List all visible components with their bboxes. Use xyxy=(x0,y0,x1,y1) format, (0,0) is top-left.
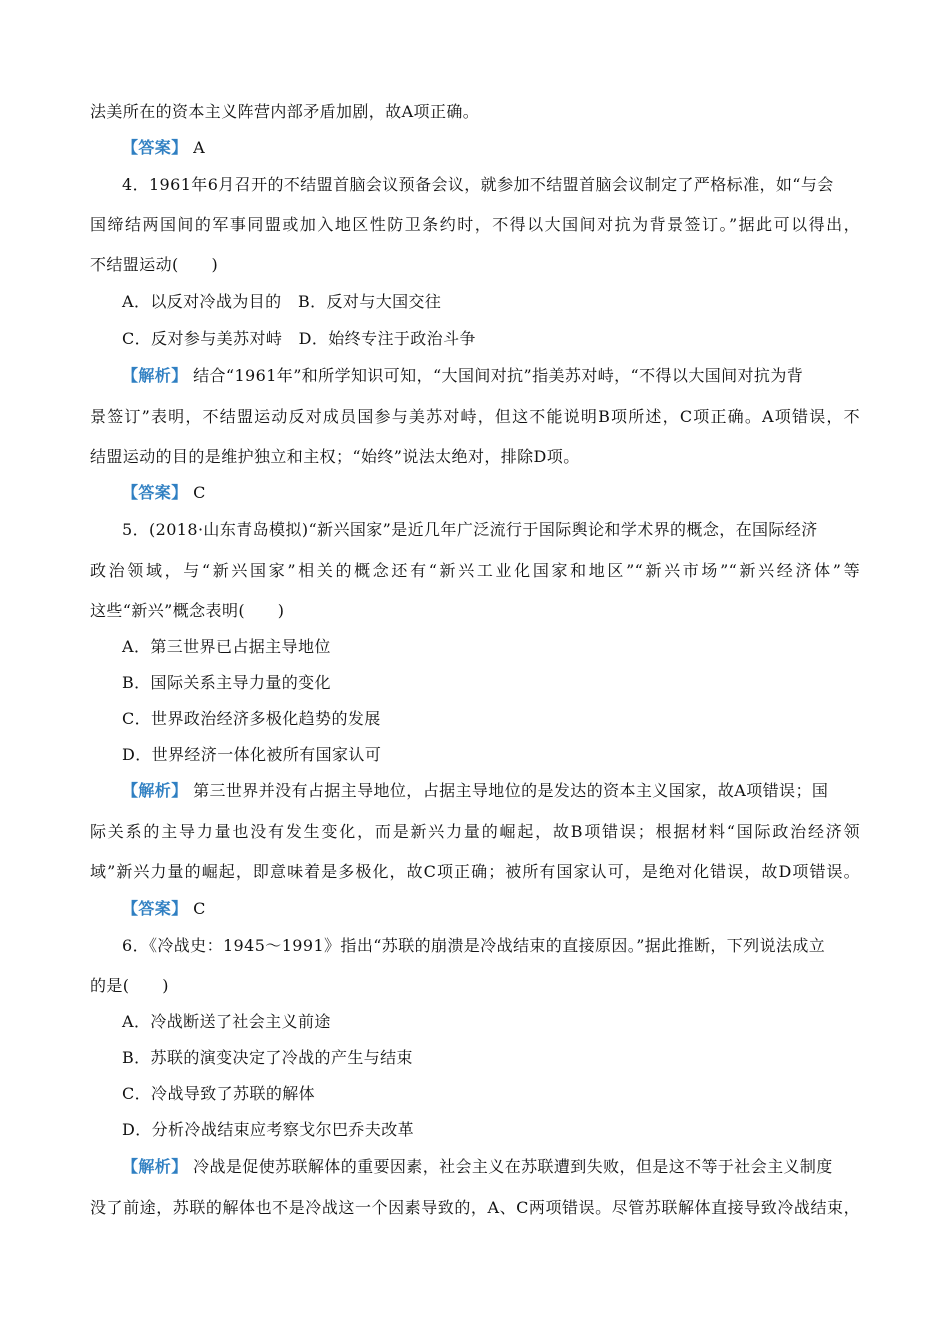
analysis-line xyxy=(122,1156,860,1178)
answer-tag: 【答案】 xyxy=(122,138,188,157)
answer-tag: 【答案】 xyxy=(122,483,188,502)
answer-value: C xyxy=(187,899,206,918)
question-4-options: A．以反对冷战为目的 B．反对与大国交往 xyxy=(122,292,442,311)
answer-line xyxy=(122,137,860,159)
question-5-stem: 5．(2018·山东青岛模拟)“新兴国家”是近几年广泛流行于国际舆论和学术界的概念，在国际经济 xyxy=(122,520,818,539)
question-4-stem: 不结盟运动( ) xyxy=(90,255,219,274)
answer-line xyxy=(122,482,860,504)
analysis-tag: 【解析】 xyxy=(122,1157,188,1176)
question-6-option: A．冷战断送了社会主义前途 xyxy=(122,1012,331,1031)
analysis-tag: 【解析】 xyxy=(122,366,188,385)
analysis-text: 冷战是促使苏联解体的重要因素，社会主义在苏联遭到失败，但是这不等于社会主义制度 xyxy=(187,1157,833,1176)
question-5-option: C．世界政治经济多极化趋势的发展 xyxy=(122,709,381,728)
analysis-text: 结合“1961年”和所学知识可知，“大国间对抗”指美苏对峙，“不得以大国间对抗为背 xyxy=(187,366,804,385)
question-5-stem: 这些“新兴”概念表明( ) xyxy=(90,601,285,620)
question-6-stem: 的是( ) xyxy=(90,976,169,995)
question-6-option: D．分析冷战结束应考察戈尔巴乔夫改革 xyxy=(122,1120,415,1139)
answer-value: C xyxy=(187,483,206,502)
question-4-options: C．反对参与美苏对峙 D．始终专注于政治斗争 xyxy=(122,329,476,348)
analysis-line: 结盟运动的目的是维护独立和主权；“始终”说法太绝对，排除D项。 xyxy=(90,447,580,466)
analysis-line: 没了前途，苏联的解体也不是冷战这一个因素导致的，A、C两项错误。尽管苏联解体直接导致冷战结束， xyxy=(90,1198,860,1217)
analysis-line: 际关系的主导力量也没有发生变化，而是新兴力量的崛起，故B项错误；根据材料“国际政治经济领 xyxy=(90,822,860,841)
question-6-option: B．苏联的演变决定了冷战的产生与结束 xyxy=(122,1048,413,1067)
question-5-option: D．世界经济一体化被所有国家认可 xyxy=(122,745,382,764)
analysis-line: 景签订”表明，不结盟运动反对成员国参与美苏对峙，但这不能说明B项所述，C项正确。A项错误，不 xyxy=(90,407,860,426)
answer-value: A xyxy=(187,138,206,157)
analysis-tag: 【解析】 xyxy=(122,781,188,800)
text-line: 法美所在的资本主义阵营内部矛盾加剧，故A项正确。 xyxy=(90,102,480,121)
analysis-line xyxy=(122,365,860,387)
question-4-stem: 国缔结两国间的军事同盟或加入地区性防卫条约时，不得以大国间对抗为背景签订。”据此可以得出， xyxy=(90,215,860,234)
analysis-line xyxy=(122,780,860,802)
question-6-option: C．冷战导致了苏联的解体 xyxy=(122,1084,316,1103)
question-4-stem: 4．1961年6月召开的不结盟首脑会议预备会议，就参加不结盟首脑会议制定了严格标准，如“与会 xyxy=(122,175,834,194)
answer-line xyxy=(122,898,860,920)
question-5-option: B．国际关系主导力量的变化 xyxy=(122,673,331,692)
answer-tag: 【答案】 xyxy=(122,899,188,918)
question-5-option: A．第三世界已占据主导地位 xyxy=(122,637,331,656)
analysis-line: 域”新兴力量的崛起，即意味着是多极化，故C项正确；被所有国家认可，是绝对化错误，故D项错误。 xyxy=(90,862,860,881)
analysis-text: 第三世界并没有占据主导地位，占据主导地位的是发达的资本主义国家，故A项错误；国 xyxy=(187,781,829,800)
question-5-stem: 政治领域，与“新兴国家”相关的概念还有“新兴工业化国家和地区”“新兴市场”“新兴经济体”等 xyxy=(90,561,860,580)
question-6-stem: 6．《冷战史：1945～1991》指出“苏联的崩溃是冷战结束的直接原因。”据此推断，下列说法成立 xyxy=(122,936,826,955)
